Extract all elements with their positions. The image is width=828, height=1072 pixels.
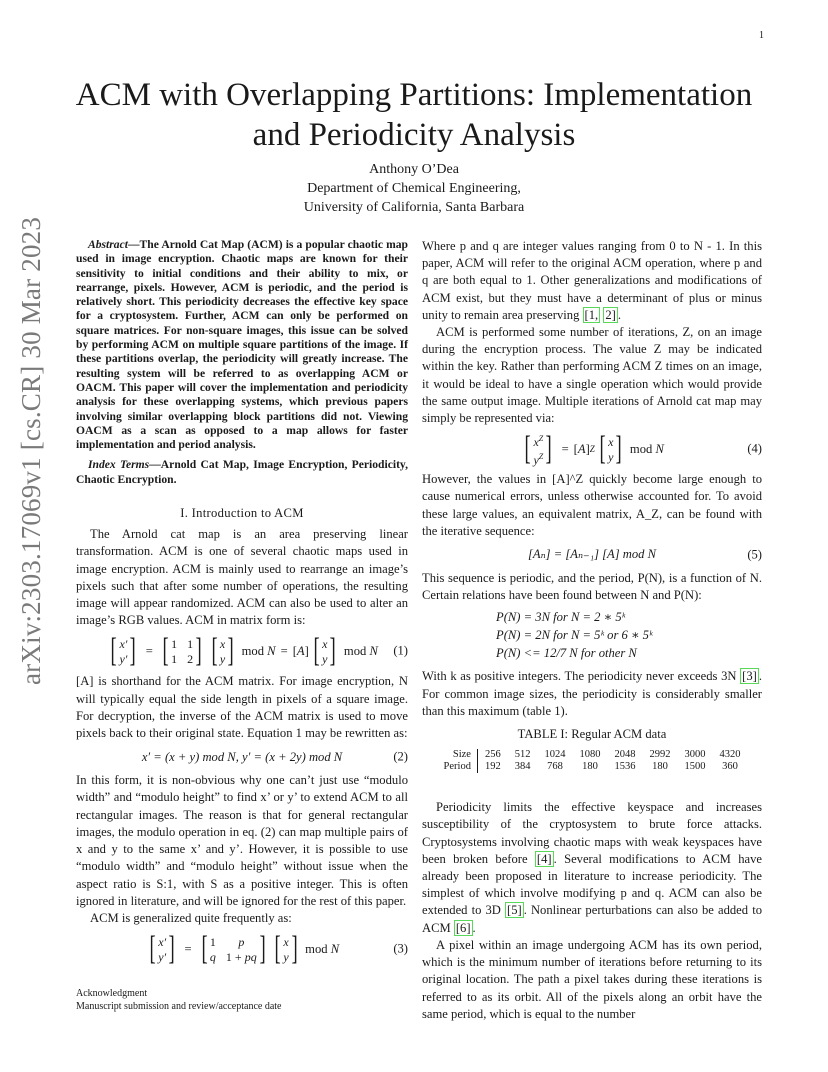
table-caption: TABLE I: Regular ACM data xyxy=(517,727,667,742)
intro-paragraph-3: In this form, it is non-obvious why one can’t just use “modulo width” and “modulo height” to find x’ or y’ to extend ACM to all rectangular images. The reason is that for general rectangular images, the modulo operation in eq. (2) can map multiple pairs of x and y to the same x’ and y’. However, it is possible to use “modulo width” and “modulo height” without issue when the aspect ratio is S:1, with S as a positive integer. This is often ignored in literature, and will be ignored for the rest of this paper. xyxy=(76,773,408,908)
right-paragraph-1 xyxy=(422,238,762,324)
equation-3-number: (3) xyxy=(393,941,408,956)
right-column xyxy=(422,238,762,1023)
table-cell: 3000 xyxy=(684,749,706,761)
author-department: Department of Chemical Engineering, xyxy=(307,181,521,196)
table-row-label: Size xyxy=(437,749,478,761)
equation-1: [ x′ y′ ] = [ 1 1 1 2 ] [ x y ] mod N = [ A ] [ x y ] mod N (1) xyxy=(110,632,408,670)
page-number: 1 xyxy=(759,30,764,41)
citation-2[interactable]: 2] xyxy=(605,307,616,322)
citation-5[interactable]: [5] xyxy=(507,903,522,918)
paper-title: ACM with Overlapping Partitions: Implementation and Periodicity Analysis xyxy=(75,77,753,153)
right-paragraph-4: This sequence is periodic, and the period, P(N), is a function of N. Certain relations have been found between N and P(N): xyxy=(422,571,762,603)
table-cell: 256 xyxy=(484,749,501,761)
table-cell: 192 xyxy=(484,761,501,773)
right-paragraph-2: ACM is performed some number of iterations, Z, on an image during the encryption process. The value Z may be indicated within the key. Rather than performing ACM Z times on an image, it would be ideal to have a single operation which would provide the same output image. Multiple iterations of Arnold cat map may simply be represented via: xyxy=(422,325,762,426)
right-paragraph-6-text-b: . Several modifications to ACM have already been proposed in literature to increase periodicity. The simplest of which involve modifying p and q. ACM can also be extended to 3D xyxy=(422,851,762,918)
citation-4[interactable]: [4] xyxy=(536,851,552,866)
table-row xyxy=(437,761,748,773)
right-paragraph-6-end: . xyxy=(472,920,476,935)
right-paragraph-1-text: Where p and q are integer values ranging from 0 to N - 1. In this paper, ACM will refer to the original ACM operation, where p and q are both equal to 1. Other generalizations and modifications of ACM exist, but they must have a determinant of plus or minus unity to remain area preserving xyxy=(422,239,762,322)
table-cell: 1536 xyxy=(614,761,636,773)
table-cell: 768 xyxy=(547,761,563,773)
citation-3[interactable]: [3] xyxy=(742,669,757,684)
abstract-text: The Arnold Cat Map (ACM) is a popular chaotic map used in image encryption. Chaotic maps are known for their sensitivity to initial conditions and their ability to mix, or rearrange, pixels. However, ACM is periodic, and the period is relatively short. This periodicity decreases the effective key space for a cryptosystem. Further, ACM can only be performed on square matrices. For non-square images, this issue can be solved by performing ACM on multiple square partitions of the image. If these partitions overlap, the periodicity will greatly increase. The resulting system will be referred to as overlapping ACM or OACM. This paper will cover the implementation and periodicity analysis for these overlapping systems, which previous papers involving similar overlapping block partitions did not. Viewing OACM as a scan as opposed to a map allows for faster implementation and period analysis. xyxy=(76,238,408,452)
citation-6[interactable]: [6] xyxy=(455,920,471,935)
table-cell: 2992 xyxy=(649,749,671,761)
manuscript-note: Manuscript submission and review/acceptance date xyxy=(76,1001,282,1012)
abstract xyxy=(76,238,408,452)
equation-2-number: (2) xyxy=(393,749,408,764)
right-paragraph-5 xyxy=(422,668,762,720)
author-name: Anthony O’Dea xyxy=(369,162,459,177)
equation-4-number: (4) xyxy=(747,441,762,456)
equation-5 xyxy=(422,540,762,570)
table-row-label: Period xyxy=(437,761,478,773)
intro-paragraph-4: ACM is generalized quite frequently as: xyxy=(90,910,292,925)
table-cell: 180 xyxy=(582,761,598,773)
intro-paragraph-1: The Arnold cat map is an area preserving linear transformation. ACM is one of several chaotic maps used in image encryption. ACM is mainly used to rearrange an image’s pixels such that after some number of operations, the resulting image will appear randomized. ACM can also be used to alter an image’s RGB values. ACM in matrix form is: xyxy=(76,527,408,628)
intro-paragraph-2: [A] is shorthand for the ACM matrix. For image encryption, N will typically equal the side length in pixels of a square image. For decryption, the inverse of the ACM matrix is used to move pixels back to their original state. Equation 1 may be rewritten as: xyxy=(76,674,408,741)
table-row xyxy=(437,749,748,761)
left-column xyxy=(76,238,408,971)
right-paragraph-7: A pixel within an image undergoing ACM has its own period, which is the minimum number of iterations before returning to its original location. The path a pixel takes during these iterations is referred to as its orbit. All of the pixels along an orbit have the same period, which is equal to the number xyxy=(422,937,762,1021)
index-terms-text: Arnold Cat Map, Image Encryption, Periodicity, Chaotic Encryption. xyxy=(76,458,408,486)
right-paragraph-3: However, the values in [A]^Z quickly become large enough to cause numerical errors, unless otherwise accounted for. To avoid these large values, an equivalent matrix, A_Z, can be found with the iterative sequence: xyxy=(422,472,762,538)
right-paragraph-6-text: Periodicity limits the effective keyspace and increases susceptibility of the cryptosystem to brute force attacks. Cryptosystems involving chaotic maps with weak keyspaces have been broken before xyxy=(422,800,762,866)
table-cell: 512 xyxy=(514,749,531,761)
table-cell: 2048 xyxy=(614,749,636,761)
equation-4: [ $x^Z$ $y^Z$ ] = [ A ] Z [ x y ] mod N (4) xyxy=(524,430,762,468)
equation-2-text: x′ = (x + y) mod N, y′ = (x + 2y) mod N xyxy=(141,749,343,764)
index-terms xyxy=(76,458,408,487)
author-university: University of California, Santa Barbara xyxy=(303,200,525,215)
equation-5-text: [Aₙ] = [Aₙ₋₁] [A] mod N xyxy=(527,547,657,562)
right-paragraph-6-text-c: . Nonlinear perturbations can also be added to ACM xyxy=(422,903,762,935)
period-relation-3: P(N) <= 12/7 N for other N xyxy=(496,646,637,661)
arxiv-stamp[interactable]: arXiv:2303.17069v1 [cs.CR] 30 Mar 2023 xyxy=(16,216,46,685)
equation-5-number: (5) xyxy=(747,547,762,562)
period-relation-1: P(N) = 3N for N = 2 ∗ 5ᵏ xyxy=(496,610,626,625)
period-relation-2: P(N) = 2N for N = 5ᵏ or 6 ∗ 5ᵏ xyxy=(496,628,653,643)
table-cell: 180 xyxy=(652,761,668,773)
acknowledgment-footer xyxy=(76,987,408,1013)
acknowledgment-label: Acknowledgment xyxy=(76,988,148,999)
index-terms-label: Index Terms— xyxy=(88,458,161,472)
citation-1[interactable]: [1, xyxy=(584,307,599,322)
equation-3: [ x′ y′ ] = [ 1 p q 1 + pq ] [ x y ] mod N (3) xyxy=(149,930,408,968)
period-relations xyxy=(422,608,762,662)
table-cell: 4320 xyxy=(719,749,741,761)
equation-1-number: (1) xyxy=(393,643,408,658)
table-cell: 360 xyxy=(722,761,738,773)
table-cell: 1500 xyxy=(684,761,706,773)
acm-data-table xyxy=(437,749,748,773)
table-cell: 384 xyxy=(514,761,531,773)
abstract-label: Abstract— xyxy=(88,238,140,251)
table-cell: 1080 xyxy=(579,749,601,761)
equation-2 xyxy=(76,742,408,772)
section-heading: I. Introduction to ACM xyxy=(180,506,304,521)
author-block xyxy=(60,160,768,217)
right-paragraph-1-end: . xyxy=(617,307,621,322)
right-paragraph-6 xyxy=(422,799,762,937)
right-paragraph-5-text: With k as positive integers. The periodicity never exceeds 3N xyxy=(422,669,741,684)
table-cell: 1024 xyxy=(544,749,566,761)
right-paragraph-5-end: . For common image sizes, the periodicity is considerably smaller than this maximum (table 1). xyxy=(422,669,762,718)
